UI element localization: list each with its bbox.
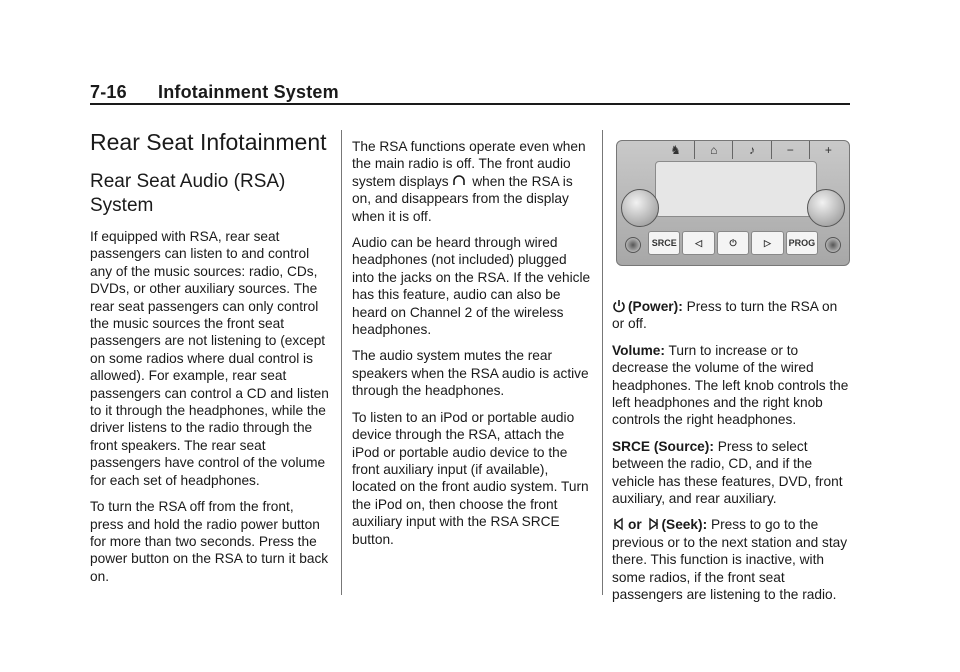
paragraph: To turn the RSA off from the front, press and hold the radio power button for more than two seconds. Press the power button on the RSA to turn it back on. — [90, 499, 329, 584]
text: The RSA functions operate even when the main radio is off. The front audio system displays — [352, 139, 586, 189]
seek-forward-button: ▷ — [751, 231, 783, 255]
term-label: (Seek): — [661, 517, 708, 533]
paragraph — [612, 516, 852, 603]
right-jack-icon — [825, 237, 841, 253]
term-label: or — [628, 517, 642, 533]
column-right — [612, 128, 852, 613]
rsa-display — [655, 161, 817, 217]
page-number: 7-16 — [90, 82, 127, 102]
srce-button: SRCE — [648, 231, 680, 255]
power-button: ⏻ — [717, 231, 749, 255]
rsa-panel-image — [616, 140, 850, 268]
paragraph: To listen to an iPod or portable audio device through the RSA, attach the iPod or portable audio device to the front auxiliary input (if available), located on the front audio system. Turn the iPod on, then choose the front auxiliary input with the RSA SRCE button. — [352, 409, 589, 547]
paragraph: If equipped with RSA, rear seat passengers can listen to and control any of the music sources: radio, CDs, DVDs, or other auxiliary sources. The rear seat passengers can only control the music sources the front seat passengers are not listening to (except on some radios where dual control is allowed). For example, rear seat passengers can control a CD and listen to it through the headphones, while the driver listens to the radio through the front speakers. The rear seat passengers have control of the volume for each set of headphones. — [90, 229, 329, 488]
right-knob-icon — [807, 189, 845, 227]
column-divider — [602, 130, 603, 595]
left-jack-icon — [625, 237, 641, 253]
top-button: ♪ — [732, 141, 770, 159]
bottom-button-row — [647, 231, 819, 255]
top-button: ♞ — [670, 143, 681, 157]
paragraph — [352, 138, 592, 225]
paragraph: Audio can be heard through wired headphones (not included) plugged into the jacks on the RSA. If the vehicle has this feature, audio can also be heard on Channel 2 of the wireless headphones. — [352, 235, 591, 338]
left-knob-icon — [621, 189, 659, 227]
term-label: Volume: — [612, 342, 665, 358]
top-button: − — [771, 141, 809, 159]
term-label: (Power): — [628, 299, 683, 314]
column-middle — [352, 138, 592, 557]
section-title: Infotainment System — [158, 82, 339, 102]
section-heading: Rear Seat Audio (RSA) System — [90, 171, 286, 216]
page-title: Rear Seat Infotainment — [90, 129, 327, 155]
paragraph — [612, 438, 852, 508]
text: Press to turn the RSA on or off. — [612, 299, 838, 332]
text: when the RSA is on, and disappears from the display when it is off. — [352, 173, 573, 224]
paragraph: The audio system mutes the rear speakers when the RSA audio is active through the headphones. — [352, 348, 589, 399]
seek-back-button: ◁ — [682, 231, 714, 255]
seek-forward-icon — [646, 517, 660, 531]
paragraph — [612, 342, 852, 429]
paragraph — [612, 298, 852, 333]
column-divider — [341, 130, 342, 595]
seek-back-icon — [612, 517, 626, 531]
top-button-row — [657, 141, 847, 159]
top-button: ⌂ — [694, 141, 732, 159]
column-left — [90, 128, 330, 594]
power-icon — [612, 299, 626, 313]
text: Press to select between the radio, CD, and if the vehicle has these features, DVD, front auxiliary, and rear auxiliary. — [612, 438, 843, 507]
term-label: SRCE (Source): — [612, 438, 714, 454]
top-button: + — [809, 141, 847, 159]
text: Turn to increase or to decrease the volume of the wired headphones. The left knob controls the left headphones and the right knob controls the right headphones. — [612, 342, 849, 428]
headphones-icon — [452, 174, 466, 188]
header-rule — [90, 103, 850, 105]
rsa-panel — [616, 140, 850, 266]
prog-button: PROG — [786, 231, 818, 255]
text: Press to go to the previous or to the next station and stay there. This function is inactive, with some radios, if the front seat passengers are listening to the radio. — [612, 517, 848, 603]
